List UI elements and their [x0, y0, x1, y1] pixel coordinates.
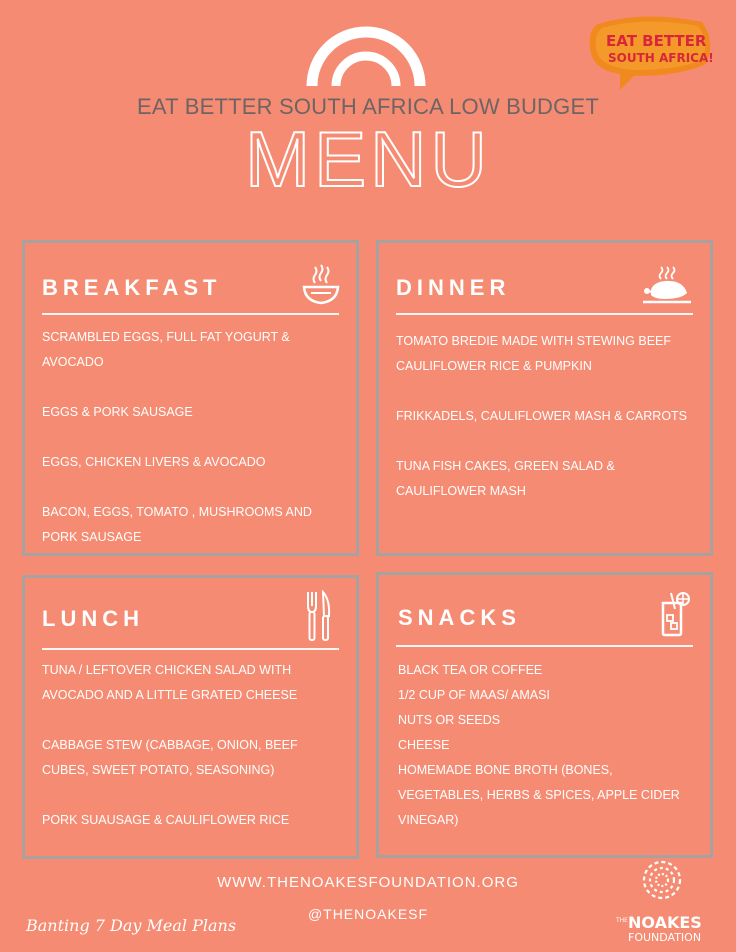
list-item: TOMATO BREDIE MADE WITH STEWING BEEF CAULIFLOWER RICE & PUMPKIN: [396, 334, 672, 373]
badge-line1: EAT BETTER: [606, 32, 707, 50]
page-title: MENU: [245, 115, 491, 203]
logo-the: THE: [616, 917, 628, 924]
dinner-list: [396, 329, 698, 529]
breakfast-list: [42, 325, 344, 575]
list-item: TUNA / LEFTOVER CHICKEN SALAD WITH AVOCADO AND A LITTLE GRATED CHEESE: [42, 663, 298, 702]
list-item: TUNA FISH CAKES, GREEN SALAD & CAULIFLOWER MASH: [396, 459, 615, 498]
roast-chicken-icon: [641, 265, 693, 305]
rainbow-arc-icon: [306, 26, 426, 88]
fork-knife-icon: [305, 590, 333, 642]
noakes-foundation-logo: [614, 858, 726, 946]
lunch-card: [22, 575, 359, 859]
list-item: EGGS, CHICKEN LIVERS & AVOCADO: [42, 455, 266, 469]
snacks-card: [376, 572, 713, 858]
snacks-divider: [396, 645, 693, 647]
list-item: BLACK TEA OR COFFEE: [398, 663, 543, 677]
list-item: CHEESE: [398, 738, 450, 752]
website-link[interactable]: WWW.THENOAKESFOUNDATION.ORG: [217, 874, 519, 891]
list-item: SCRAMBLED EGGS, FULL FAT YOGURT & AVOCADO: [42, 330, 290, 369]
logo-sub: FOUNDATION: [628, 931, 702, 944]
lunch-list: [42, 658, 344, 858]
lunch-divider: [42, 648, 339, 650]
page-kicker: EAT BETTER SOUTH AFRICA LOW BUDGET: [137, 94, 599, 119]
list-item: HOMEMADE BONE BROTH (BONES, VEGETABLES, HERBS & SPICES, APPLE CIDER VINEGAR): [398, 763, 680, 827]
lunch-heading: LUNCH: [42, 606, 144, 631]
dinner-heading: DINNER: [396, 275, 511, 300]
snacks-list: [398, 658, 698, 833]
breakfast-divider: [42, 313, 339, 315]
eat-better-badge-logo: [584, 12, 716, 92]
logo-name: NOAKES: [628, 913, 702, 932]
tagline: Banting 7 Day Meal Plans: [26, 916, 237, 935]
snacks-heading: SNACKS: [398, 605, 521, 630]
breakfast-card: [22, 240, 359, 556]
dinner-card: [376, 240, 713, 556]
iced-drink-icon: [659, 591, 693, 637]
badge-line2: SOUTH AFRICA!: [608, 51, 714, 65]
soup-bowl-icon: [301, 263, 341, 307]
list-item: FRIKKADELS, CAULIFLOWER MASH & CARROTS: [396, 409, 688, 423]
list-item: BACON, EGGS, TOMATO , MUSHROOMS AND PORK SAUSAGE: [42, 505, 312, 544]
dinner-divider: [396, 313, 693, 315]
list-item: 1/2 CUP OF MAAS/ AMASI: [398, 688, 550, 702]
list-item: NUTS OR SEEDS: [398, 713, 501, 727]
social-handle[interactable]: @THENOAKESF: [307, 906, 429, 922]
breakfast-heading: BREAKFAST: [42, 275, 222, 300]
list-item: CABBAGE STEW (CABBAGE, ONION, BEEF CUBES, SWEET POTATO, SEASONING): [42, 738, 298, 777]
list-item: EGGS & PORK SAUSAGE: [42, 405, 193, 419]
list-item: PORK SUAUSAGE & CAULIFLOWER RICE: [42, 813, 290, 827]
